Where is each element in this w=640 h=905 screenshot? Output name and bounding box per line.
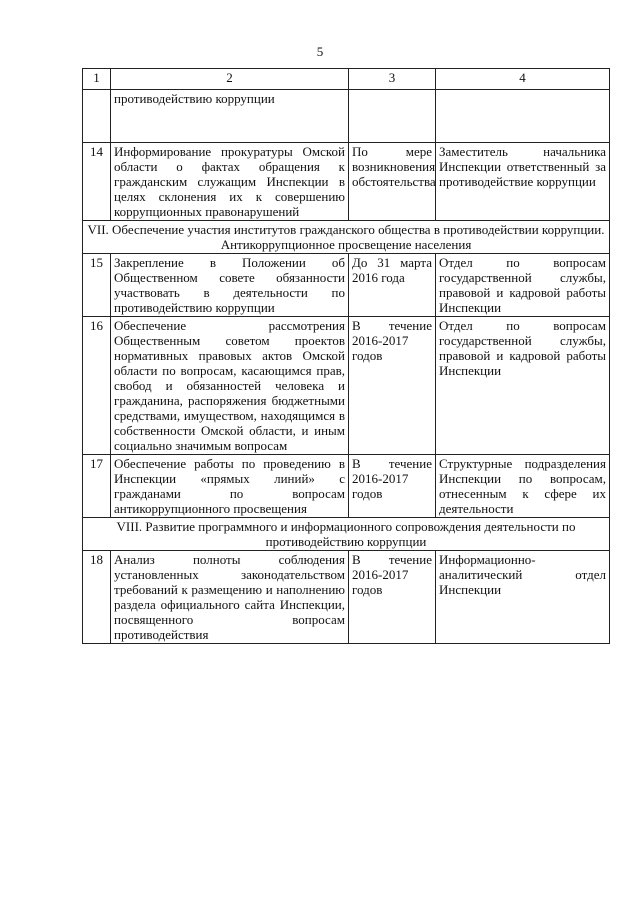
- section-heading-row: [83, 221, 610, 254]
- page-number: 5: [316, 44, 324, 59]
- row-number: 17: [83, 455, 111, 518]
- table-header-row: [83, 69, 610, 90]
- measure-cell: Информирование прокуратуры Омской области о фактах обращения к гражданским служащим Инспекции в целях склонения их к совершению коррупционных правонарушений: [111, 143, 349, 221]
- header-cell-1: 1: [83, 69, 111, 90]
- measure-cell: Обеспечение работы по проведению в Инспекции «прямых линий» с гражданами по вопросам антикоррупционного просвещения: [111, 455, 349, 518]
- header-cell-3: 3: [349, 69, 436, 90]
- header-cell-2: 2: [111, 69, 349, 90]
- row-number: 16: [83, 317, 111, 455]
- responsible-cell: Структурные подразделения Инспекции по вопросам, отнесенным к сфере их деятельности: [436, 455, 610, 518]
- row-number: 14: [83, 143, 111, 221]
- table-row: [83, 551, 610, 644]
- table-row-continued: [83, 90, 610, 143]
- measure-cell: Закрепление в Положении об Общественном совете обязанности участвовать в деятельности по противодействию коррупции: [111, 254, 349, 317]
- table-row: [83, 455, 610, 518]
- table-row: [83, 254, 610, 317]
- row-number: 18: [83, 551, 111, 644]
- responsible-cell: Информационно-аналитический отдел Инспекции: [436, 551, 610, 644]
- term-cell: В течение 2016-2017 годов: [349, 551, 436, 644]
- header-cell-4: 4: [436, 69, 610, 90]
- responsible-cell: Отдел по вопросам государственной службы, правовой и кадровой работы Инспекции: [436, 317, 610, 455]
- section-heading-7: VII. Обеспечение участия институтов гражданского общества в противодействии коррупции. Антикоррупционное просвещение населения: [83, 221, 610, 254]
- measure-cell: Анализ полноты соблюдения установленных законодательством требований к размещению и наполнению раздела официального сайта Инспекции, посвященного вопросам противодействия: [111, 551, 349, 644]
- measure-cell: Обеспечение рассмотрения Общественным советом проектов нормативных правовых актов Омской области по вопросам, касающимся прав, свобод и обязанностей человека и гражданина, распоряжения бюджетными средствами, имуществом, находящимся в собственности Омской области, и иным социально значимым вопросам: [111, 317, 349, 455]
- responsible-cell: Отдел по вопросам государственной службы, правовой и кадровой работы Инспекции: [436, 254, 610, 317]
- term-cell: В течение 2016-2017 годов: [349, 455, 436, 518]
- section-heading-row: [83, 518, 610, 551]
- section-heading-8: VIII. Развитие программного и информационного сопровождения деятельности по противодействию коррупции: [83, 518, 610, 551]
- row-number: 15: [83, 254, 111, 317]
- term-cell: По мере возникновения обстоятельства: [349, 143, 436, 221]
- continued-text: противодействию коррупции: [111, 90, 349, 143]
- term-cell: В течение 2016-2017 годов: [349, 317, 436, 455]
- term-cell: До 31 марта 2016 года: [349, 254, 436, 317]
- table-row: [83, 317, 610, 455]
- responsible-cell: Заместитель начальника Инспекции ответственный за противодействие коррупции: [436, 143, 610, 221]
- measures-table: [82, 68, 610, 644]
- table-row: [83, 143, 610, 221]
